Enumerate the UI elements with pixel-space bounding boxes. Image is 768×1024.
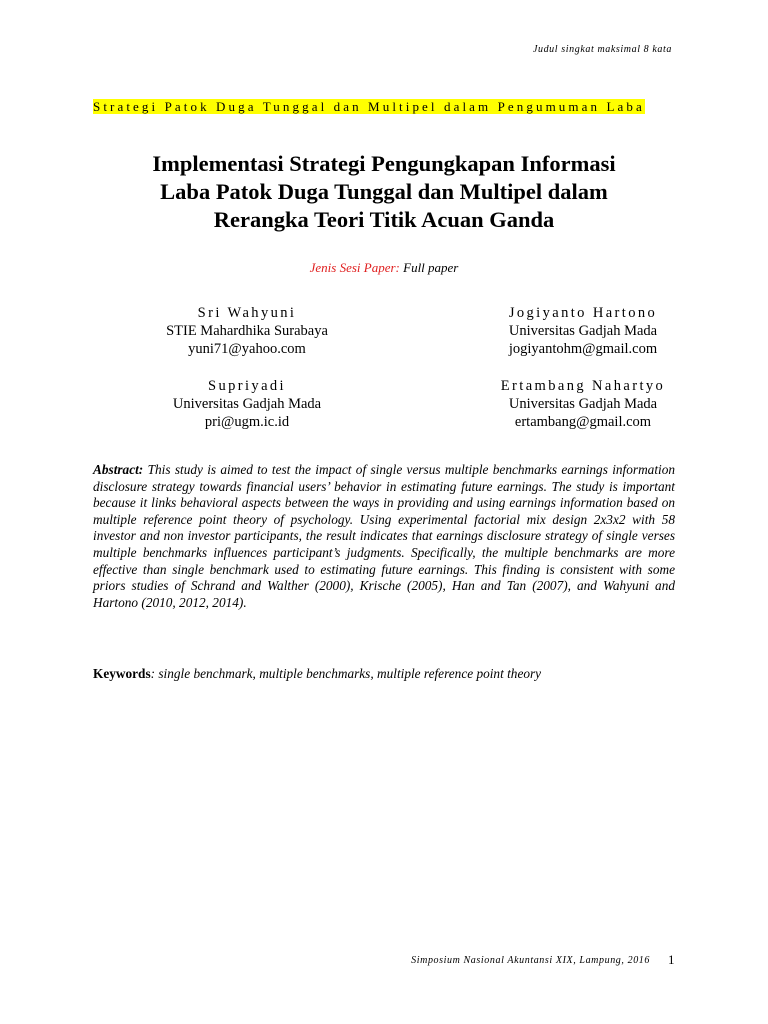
author-name: Supriyadi (208, 378, 286, 394)
keywords-label: Keywords (93, 666, 151, 681)
abstract-label: Abstract: (93, 462, 144, 477)
author-email: yuni71@yahoo.com (188, 341, 306, 357)
running-header: Judul singkat maksimal 8 kata (532, 44, 672, 55)
keywords (93, 666, 675, 682)
short-title-highlight (93, 98, 675, 115)
session-value: Full paper (403, 260, 459, 275)
author-affiliation: Universitas Gadjah Mada (508, 396, 658, 412)
author-block (438, 377, 728, 431)
title-line: Laba Patok Duga Tunggal dan Multipel dalam (160, 179, 608, 204)
author-block (102, 377, 392, 431)
keywords-colon: : (150, 666, 156, 681)
abstract-text: This study is aimed to test the impact of single versus multiple benchmarks earnings information disclosure strategy towards financial users’ behavior in estimating future earnings. The study is important because it links behavioral aspects between the ways in providing and using earnings information based on multiple reference point theory of psychology. Using experimental factorial mix design 2x3x2 with 58 investor and non investor participants, the result indicates that earnings disclosure strategy of single verses multiple benchmarks influences participant’s judgments. Specifically, the multiple benchmarks are more effective than single benchmark used to estimating future earnings. This finding is consistent with some priors studies of Schrand and Walther (2000), Krische (2005), Han and Tan (2007), and Wahyuni and Hartono (2010, 2012, 2014). (93, 462, 676, 610)
session-label: Jenis Sesi Paper: (309, 260, 400, 275)
short-title-text: Strategi Patok Duga Tunggal dan Multipel dalam Pengumuman Laba (93, 99, 645, 114)
title-line: Implementasi Strategi Pengungkapan Informasi (152, 151, 616, 176)
page-number: 1 (668, 952, 675, 967)
author-affiliation: Universitas Gadjah Mada (172, 396, 322, 412)
paper-title (93, 150, 675, 234)
title-line: Rerangka Teori Titik Acuan Ganda (213, 207, 555, 232)
author-name: Sri Wahyuni (197, 305, 297, 321)
author-affiliation: Universitas Gadjah Mada (508, 323, 658, 339)
author-affiliation: STIE Mahardhika Surabaya (166, 323, 328, 339)
author-block (102, 304, 392, 358)
keywords-text: single benchmark, multiple benchmarks, multiple reference point theory (155, 666, 542, 681)
abstract (93, 462, 675, 611)
author-name: Jogiyanto Hartono (508, 305, 658, 321)
session-type (93, 260, 675, 276)
author-email: jogiyantohm@gmail.com (508, 341, 658, 357)
author-name: Ertambang Nahartyo (500, 378, 666, 394)
author-email: pri@ugm.ic.id (204, 414, 290, 430)
author-block (438, 304, 728, 358)
footer-conference: Simposium Nasional Akuntansi XIX, Lampung, 2016 (411, 955, 650, 966)
author-email: ertambang@gmail.com (514, 414, 652, 430)
